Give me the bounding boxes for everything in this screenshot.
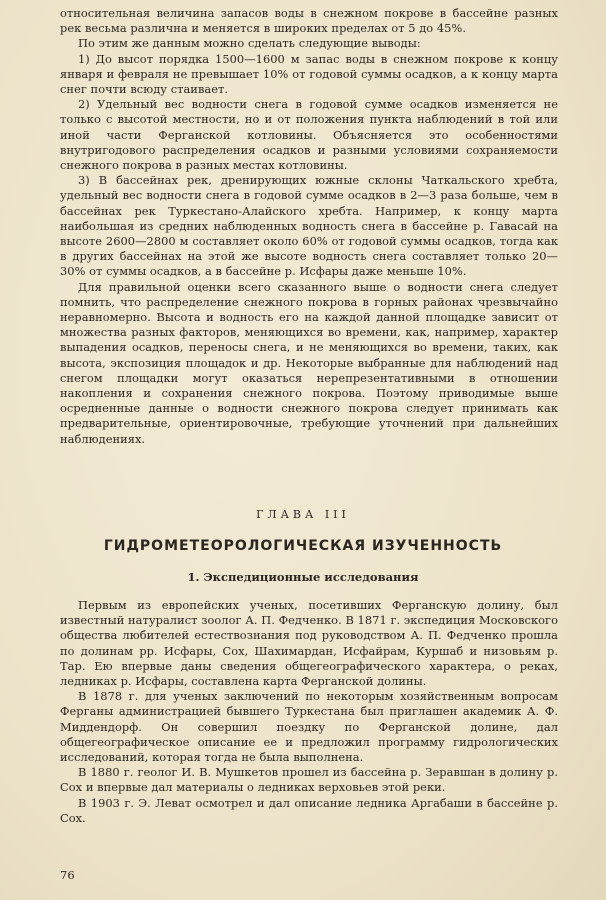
paragraph: 3) В бассейнах рек, дренирующих южные склоны Чаткальского хребта, удельный вес водности снега в годовой сумме осадков в 2—3 раза больше, чем в бассейнах рек Туркестано-Алайского хребта. Например, к концу марта наибольшая из средних наблюденных водность снега в бассейне р. Гавасай на высоте 2600—2800 м составляет около 60% от годовой суммы осадков, тогда как в других бассейнах на этой же высоте водность снега составляет только 20—30% от суммы осадков, а в бассейне р. Исфары даже меньше 10%. — [60, 173, 558, 279]
paragraph: относительная величина запасов воды в снежном покрове в бассейне разных рек весьма различна и меняется в широких пределах от 5 до 45%. — [60, 6, 558, 36]
paragraph: В 1903 г. Э. Леват осмотрел и дал описание ледника Аргабаши в бассейне р. Сох. — [60, 795, 558, 825]
paragraph: В 1878 г. для ученых заключений по некоторым хозяйственным вопросам Ферганы администрацией бывшего Туркестана был приглашен академик А. Ф. Миддендорф. Он совершил поездку по Ферганской долине, дал общегеографическое описание ее и предложил программу гидрологических исследований, которая тогда не была выполнена. — [60, 689, 558, 765]
paragraph: 2) Удельный вес водности снега в годовой сумме осадков изменяется не только с высотой местности, но и от положения пункта наблюдений в той или иной части Ферганской котловины. Объясняется это особенностями внутригодового распределения осадков и разными условиями сохраняемости снежного покрова в разных местах котловины. — [60, 97, 558, 173]
top-text-block — [60, 6, 558, 447]
page-number: 76 — [60, 868, 75, 882]
paragraph: Для правильной оценки всего сказанного выше о водности снега следует помнить, что распределение снежного покрова в горных районах чрезвычайно неравномерно. Высота и водность его на каждой данной площадке зависит от множества разных факторов, меняющихся во времени, как, например, характер выпадения осадков, переносы снега, и не меняющихся во времени, таких, как высота, экспозиция площадок и др. Некоторые выбранные для наблюдений над снегом площадки могут оказаться нерепрезентативными в отношении накопления и сохранения снежного покрова. Поэтому приводимые выше осредненные данные о водности снежного покрова следует принимать как предварительные, ориентировочные, требующие уточнений при дальнейших наблюдениях. — [60, 279, 558, 446]
bottom-text-block — [60, 598, 558, 826]
paragraph: Первым из европейских ученых, посетивших Ферганскую долину, был известный натуралист зоолог А. П. Федченко. В 1871 г. экспедиция Московского общества любителей естествознания под руководством А. П. Федченко прошла по долинам рр. Исфары, Сох, Шахимардан, Исфайрам, Куршаб и низовьям р. Тар. Ею впервые даны сведения общегеографического характера, о реках, ледниках р. Исфары, составлена карта Ферганской долины. — [60, 598, 558, 689]
paragraph: В 1880 г. геолог И. В. Мушкетов прошел из бассейна р. Зеравшан в долину р. Сох и впервые дал материалы о ледниках верховьев этой реки. — [60, 765, 558, 795]
section-title: 1. Экспедиционные исследования — [187, 570, 419, 584]
paragraph: 1) До высот порядка 1500—1600 м запас воды в снежном покрове к концу января и февраля не превышает 10% от годовой суммы осадков, а к концу марта снег почти всюду стаивает. — [60, 51, 558, 97]
chapter-heading: ГЛАВА III — [256, 508, 350, 521]
chapter-title: ГИДРОМЕТЕОРОЛОГИЧЕСКАЯ ИЗУЧЕННОСТЬ — [103, 538, 503, 554]
paragraph: По этим же данным можно сделать следующие выводы: — [78, 36, 421, 51]
